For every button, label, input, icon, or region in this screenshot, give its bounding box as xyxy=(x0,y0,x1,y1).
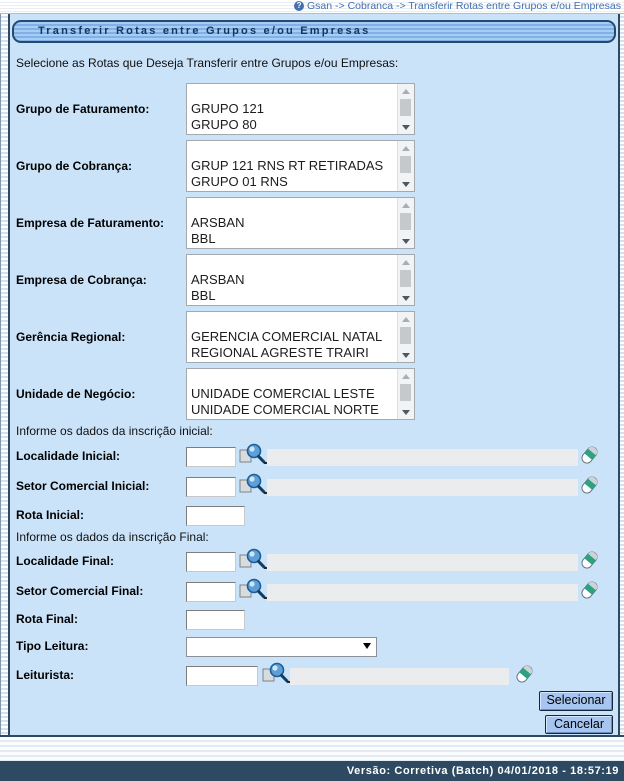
row-leiturista xyxy=(16,665,616,687)
unidade-negocio-label: Unidade de Negócio: xyxy=(16,387,136,401)
list-option[interactable]: GRUPO 01 RNS xyxy=(191,174,288,189)
scroll-up-button[interactable] xyxy=(398,255,413,269)
scroll-thumb[interactable] xyxy=(400,327,411,344)
scroll-down-button[interactable] xyxy=(398,405,413,419)
row-empresa-cobranca xyxy=(16,254,608,306)
scroll-thumb[interactable] xyxy=(400,99,411,116)
scroll-up-button[interactable] xyxy=(398,312,413,326)
search-setor-final-icon[interactable] xyxy=(239,577,266,601)
scrollbar[interactable] xyxy=(397,141,414,191)
version-bar xyxy=(0,761,624,781)
gerencia-regional-listbox[interactable] xyxy=(186,311,415,363)
row-grupo-faturamento xyxy=(16,83,608,135)
row-setor-inicial xyxy=(16,476,616,498)
list-option[interactable]: REGIONAL AGRESTE TRAIRI xyxy=(191,345,369,360)
row-empresa-faturamento xyxy=(16,197,608,249)
cancelar-button[interactable]: Cancelar xyxy=(545,715,613,734)
list-option[interactable]: GRUPO 121 xyxy=(191,101,264,116)
localidade-final-label: Localidade Final: xyxy=(16,554,115,568)
list-option[interactable] xyxy=(187,369,414,386)
list-option[interactable] xyxy=(187,255,414,272)
list-option[interactable] xyxy=(187,84,414,101)
help-icon[interactable]: ? xyxy=(294,1,304,11)
tipo-leitura-select[interactable] xyxy=(186,637,377,657)
scroll-up-button[interactable] xyxy=(398,198,413,212)
empresa-faturamento-listbox[interactable] xyxy=(186,197,415,249)
row-tipo-leitura xyxy=(16,636,616,658)
list-option[interactable]: UNIDADE COMERCIAL LESTE xyxy=(191,386,375,401)
row-localidade-inicial xyxy=(16,446,616,468)
scroll-up-button[interactable] xyxy=(398,369,413,383)
scroll-thumb[interactable] xyxy=(400,270,411,287)
scrollbar[interactable] xyxy=(397,255,414,305)
unidade-negocio-listbox[interactable] xyxy=(186,368,415,420)
row-unidade-negocio xyxy=(16,368,608,420)
bottom-stripes xyxy=(0,737,624,761)
setor-final-label: Setor Comercial Final: xyxy=(16,584,144,598)
empresa-cobranca-listbox[interactable] xyxy=(186,254,415,306)
tipo-leitura-label: Tipo Leitura: xyxy=(16,639,89,653)
rota-final-input[interactable] xyxy=(186,610,245,630)
scroll-thumb[interactable] xyxy=(400,213,411,230)
leiturista-input[interactable] xyxy=(186,666,258,686)
setor-inicial-label: Setor Comercial Inicial: xyxy=(16,479,150,493)
rota-final-label: Rota Final: xyxy=(16,612,78,626)
empresa-faturamento-label: Empresa de Faturamento: xyxy=(16,216,165,230)
section-inscricao-inicial: Informe os dados da inscrição inicial: xyxy=(16,424,213,438)
search-setor-inicial-icon[interactable] xyxy=(239,472,266,496)
list-option[interactable]: GRUP 121 RNS RT RETIRADAS xyxy=(191,158,384,173)
scroll-thumb[interactable] xyxy=(400,384,411,401)
frame-left-line xyxy=(8,14,10,735)
list-option[interactable]: GERENCIA COMERCIAL NATAL xyxy=(191,329,383,344)
list-option[interactable]: ARSBAN xyxy=(191,272,245,287)
scroll-down-button[interactable] xyxy=(398,177,413,191)
list-option[interactable] xyxy=(187,312,414,329)
row-grupo-cobranca xyxy=(16,140,608,192)
scroll-down-button[interactable] xyxy=(398,348,413,362)
row-rota-final xyxy=(16,609,616,631)
erase-localidade-final-icon[interactable] xyxy=(583,550,602,571)
erase-setor-final-icon[interactable] xyxy=(583,580,602,601)
row-setor-final xyxy=(16,581,616,603)
intro-text: Selecione as Rotas que Deseja Transferir entre Grupos e/ou Empresas: xyxy=(16,56,399,70)
breadcrumb xyxy=(0,0,624,14)
chevron-down-icon xyxy=(363,643,371,649)
rota-inicial-label: Rota Inicial: xyxy=(16,508,85,522)
localidade-final-name xyxy=(267,554,578,571)
localidade-inicial-input[interactable] xyxy=(186,447,236,467)
row-rota-inicial xyxy=(16,505,616,527)
setor-inicial-name xyxy=(267,479,578,496)
rota-inicial-input[interactable] xyxy=(186,506,245,526)
leiturista-name xyxy=(290,668,509,685)
search-localidade-final-icon[interactable] xyxy=(239,547,266,571)
empresa-cobranca-label: Empresa de Cobrança: xyxy=(16,273,147,287)
list-option[interactable]: BBL xyxy=(191,288,216,303)
erase-localidade-inicial-icon[interactable] xyxy=(583,445,602,466)
scrollbar[interactable] xyxy=(397,84,414,134)
list-option[interactable]: BBL xyxy=(191,231,216,246)
grupo-faturamento-listbox[interactable] xyxy=(186,83,415,135)
version-text: Versão: Corretiva (Batch) 04/01/2018 - 18:57:19 xyxy=(346,765,619,777)
section-inscricao-final: Informe os dados da inscrição Final: xyxy=(16,530,209,544)
gerencia-regional-label: Gerência Regional: xyxy=(16,330,126,344)
grupo-faturamento-label: Grupo de Faturamento: xyxy=(16,102,150,116)
scroll-down-button[interactable] xyxy=(398,120,413,134)
search-leiturista-icon[interactable] xyxy=(262,661,289,685)
setor-final-name xyxy=(267,584,578,601)
page-title: Transferir Rotas entre Grupos e/ou Empresas xyxy=(12,20,616,43)
localidade-inicial-name xyxy=(267,449,578,466)
localidade-final-input[interactable] xyxy=(186,552,236,572)
grupo-cobranca-listbox[interactable] xyxy=(186,140,415,192)
row-localidade-final xyxy=(16,551,616,573)
localidade-inicial-label: Localidade Inicial: xyxy=(16,449,121,463)
scrollbar[interactable] xyxy=(397,312,414,362)
erase-leiturista-icon[interactable] xyxy=(518,664,537,685)
list-option[interactable] xyxy=(187,198,414,215)
search-localidade-inicial-icon[interactable] xyxy=(239,442,266,466)
erase-setor-inicial-icon[interactable] xyxy=(583,475,602,496)
scroll-up-button[interactable] xyxy=(398,84,413,98)
scroll-up-button[interactable] xyxy=(398,141,413,155)
list-option[interactable]: GRUPO 80 xyxy=(191,117,257,132)
breadcrumb-text: Gsan -> Cobranca -> Transferir Rotas entre Grupos e/ou Empresas xyxy=(307,0,621,12)
scroll-down-button[interactable] xyxy=(398,234,413,248)
scrollbar[interactable] xyxy=(397,369,414,419)
frame-right-stripes xyxy=(620,14,624,735)
list-option[interactable]: UNIDADE COMERCIAL NORTE xyxy=(191,402,379,417)
selecionar-button[interactable]: Selecionar xyxy=(539,691,613,711)
list-option[interactable]: ARSBAN xyxy=(191,215,245,230)
scrollbar[interactable] xyxy=(397,198,414,248)
scroll-thumb[interactable] xyxy=(400,156,411,173)
scroll-down-button[interactable] xyxy=(398,291,413,305)
grupo-cobranca-label: Grupo de Cobrança: xyxy=(16,159,133,173)
setor-final-input[interactable] xyxy=(186,582,236,602)
list-option[interactable] xyxy=(187,141,414,158)
row-gerencia-regional xyxy=(16,311,608,363)
setor-inicial-input[interactable] xyxy=(186,477,236,497)
leiturista-label: Leiturista: xyxy=(16,668,75,682)
